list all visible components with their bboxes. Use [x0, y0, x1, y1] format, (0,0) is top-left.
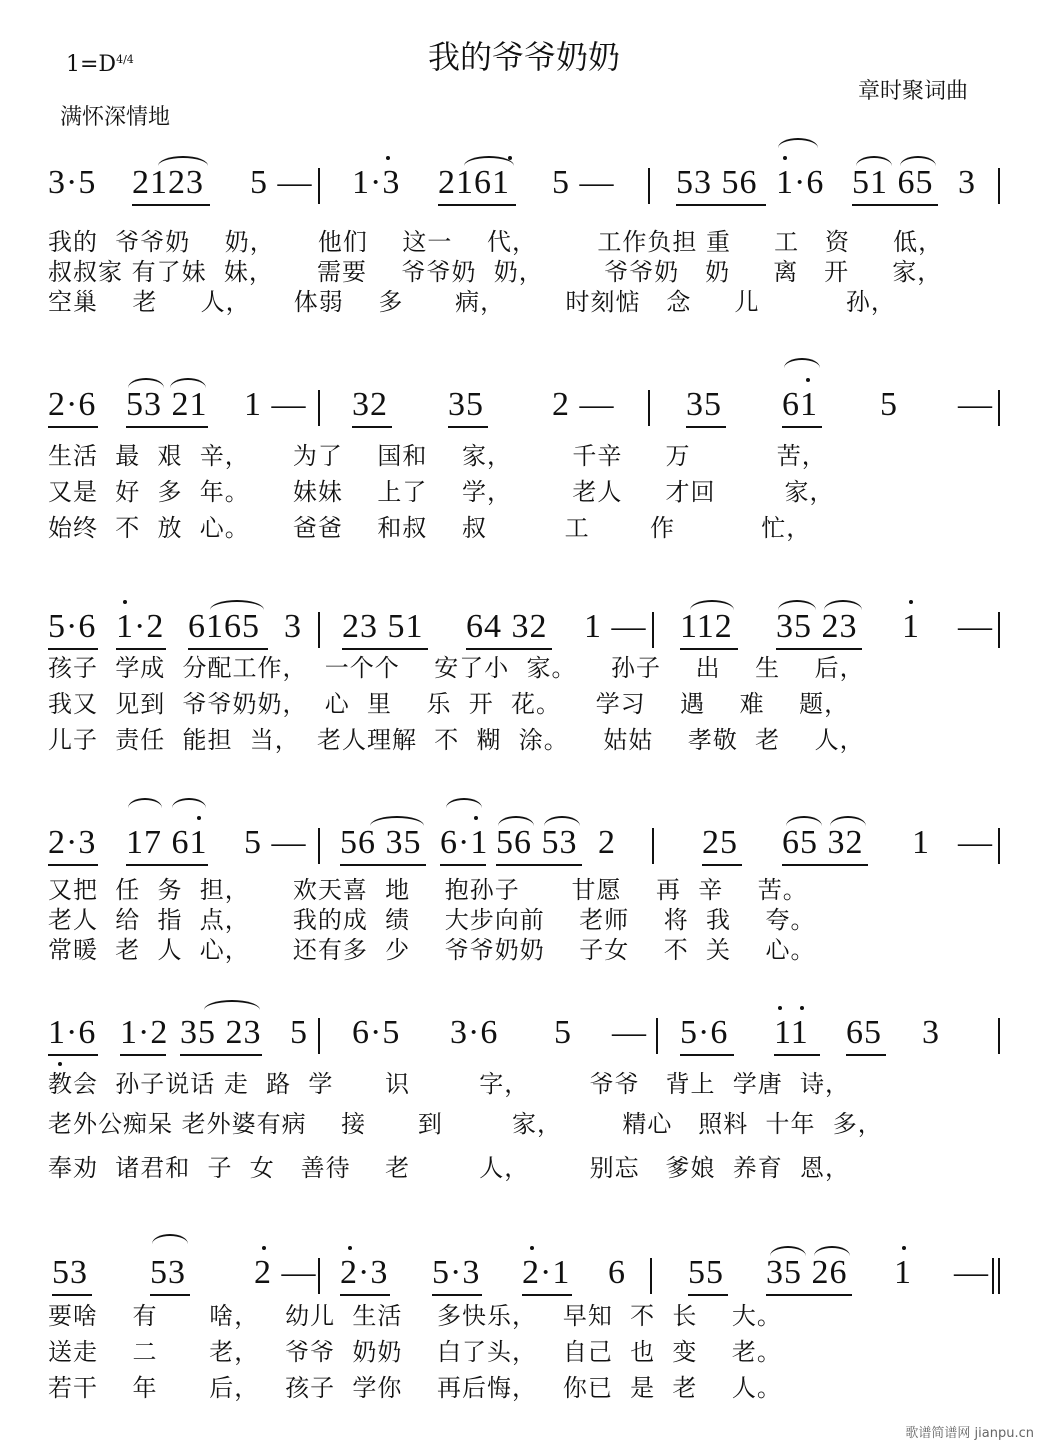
- note-group: 51 65: [852, 164, 934, 201]
- octave-dot: [348, 1246, 352, 1250]
- underline-beam: [676, 204, 766, 206]
- slur: [778, 600, 816, 610]
- note-group: 1: [912, 824, 930, 861]
- slur: [204, 1000, 260, 1010]
- note-group: —: [612, 1014, 647, 1051]
- note-group: 53 21: [126, 386, 208, 423]
- note-group: 32: [352, 386, 388, 423]
- lyric-line: 又把 任 务 担， 欢天喜 地 抱孙子 甘愿 再 辛 苦。: [48, 876, 808, 904]
- underline-beam: [126, 426, 208, 428]
- note-group: 3: [284, 608, 302, 645]
- note-group: 53 56: [676, 164, 758, 201]
- note-group: 65: [846, 1014, 882, 1051]
- slur: [770, 1246, 806, 1256]
- note-group: 1: [894, 1254, 912, 1291]
- barline: [318, 1018, 320, 1054]
- lyric-line: 教会 孙子说话 走 路 学 识 字， 爷爷 背上 学唐 诗，: [48, 1070, 851, 1098]
- time-signature: 4/4: [116, 53, 134, 66]
- barline: [650, 1258, 652, 1294]
- slur: [830, 816, 866, 826]
- lyric-line: 要啥 有 啥， 幼儿 生活 多快乐， 早知 不 长 大。: [48, 1302, 782, 1330]
- note-group: 2123: [132, 164, 204, 201]
- lyric-line: 送走 二 老， 爷爷 奶奶 白了头， 自己 也 变 老。: [48, 1338, 782, 1366]
- underline-beam: [686, 426, 726, 428]
- lyric-line: 老外公痴呆 老外婆有病 接 到 家， 精心 照料 十年 多，: [48, 1110, 883, 1138]
- lyric-line: 常暖 老 人 心， 还有多 少 爷爷奶奶 子女 不 关 心。: [48, 936, 816, 964]
- underline-beam: [438, 204, 516, 206]
- note-group: 1 —: [244, 386, 307, 423]
- barline: [318, 828, 320, 864]
- underline-beam: [702, 864, 742, 866]
- octave-dot: [783, 156, 787, 160]
- underline-beam: [120, 1054, 166, 1056]
- note-group: 56 35: [340, 824, 422, 861]
- tempo-marking: 满怀深情地: [60, 105, 171, 130]
- lyric-line: 始终 不 放 心。 爸爸 和叔 叔 工 作 忙，: [48, 514, 812, 542]
- slur: [170, 378, 206, 388]
- note-group: 5: [290, 1014, 308, 1051]
- slur: [814, 1246, 850, 1256]
- note-group: 5·6: [680, 1014, 729, 1051]
- underline-beam: [48, 426, 98, 428]
- slur: [690, 600, 734, 610]
- notation-row: [0, 1240, 1048, 1300]
- note-group: 56 53: [496, 824, 578, 861]
- key-signature: [66, 52, 134, 77]
- note-group: 35 23: [180, 1014, 262, 1051]
- note-group: 2 —: [552, 386, 615, 423]
- octave-dot: [262, 1246, 266, 1250]
- slur: [786, 816, 822, 826]
- slur: [498, 816, 534, 826]
- barline: [648, 390, 650, 426]
- note-group: 1·6: [776, 164, 825, 201]
- note-group: 35: [448, 386, 484, 423]
- note-group: 35 23: [776, 608, 858, 645]
- underline-beam: [846, 1054, 886, 1056]
- note-group: 2·1: [522, 1254, 571, 1291]
- note-group: 61: [782, 386, 818, 423]
- barline: [998, 168, 1000, 204]
- note-group: 3·6: [450, 1014, 499, 1051]
- slur: [824, 600, 862, 610]
- barline: [318, 168, 320, 204]
- final-barline: [992, 1258, 994, 1294]
- lyric-line: 老人 给 指 点， 我的成 绩 大步向前 老师 将 我 夸。: [48, 906, 816, 934]
- note-group: 11: [774, 1014, 809, 1051]
- note-group: 1 —: [584, 608, 647, 645]
- slur: [778, 138, 818, 148]
- barline: [648, 168, 650, 204]
- underline-beam: [340, 864, 426, 866]
- slur: [784, 358, 820, 368]
- site-watermark: 歌谱简谱网 jianpu.cn: [905, 1426, 1034, 1441]
- underline-beam: [774, 1054, 820, 1056]
- underline-beam: [126, 864, 208, 866]
- note-group: 1·2: [120, 1014, 169, 1051]
- lyric-line: 生活 最 艰 辛， 为了 国和 家， 千辛 万 苦，: [48, 442, 827, 470]
- barline: [318, 612, 320, 648]
- note-group: 112: [680, 608, 733, 645]
- note-group: 55: [688, 1254, 724, 1291]
- note-group: 1: [902, 608, 920, 645]
- note-group: 17 61: [126, 824, 208, 861]
- underline-beam: [852, 204, 938, 206]
- octave-dot: [508, 156, 512, 160]
- octave-dot: [123, 600, 127, 604]
- slur: [446, 798, 482, 808]
- note-group: 2 —: [254, 1254, 317, 1291]
- barline: [656, 1018, 658, 1054]
- note-group: 6·1: [440, 824, 489, 861]
- underline-beam: [782, 426, 822, 428]
- note-group: —: [958, 608, 993, 645]
- song-title: 我的爷爷奶奶: [427, 38, 620, 76]
- barline: [998, 828, 1000, 864]
- underline-beam: [448, 426, 488, 428]
- note-group: 3·5: [48, 164, 97, 201]
- note-group: 53: [52, 1254, 88, 1291]
- note-group: 6165: [188, 608, 260, 645]
- octave-dot: [800, 1006, 804, 1010]
- key-label: 1=D: [66, 52, 117, 77]
- octave-dot: [806, 378, 810, 382]
- slur: [370, 816, 424, 826]
- slur: [128, 378, 164, 388]
- underline-beam: [132, 204, 210, 206]
- underline-beam: [680, 1054, 734, 1056]
- note-group: 2: [598, 824, 616, 861]
- notation-row: [0, 594, 1048, 654]
- lyric-line: 空巢 老 人， 体弱 多 病， 时刻惦 念 儿 孙，: [48, 288, 896, 316]
- slur: [210, 600, 264, 610]
- underline-beam: [440, 864, 486, 866]
- barline: [998, 390, 1000, 426]
- notation-row: [0, 1000, 1048, 1060]
- slur: [172, 798, 206, 808]
- underline-beam: [782, 864, 868, 866]
- barline: [652, 612, 654, 648]
- note-group: 5·3: [432, 1254, 481, 1291]
- octave-dot: [197, 816, 201, 820]
- lyric-line: 叔叔家 有了妹 妹， 需要 爷爷奶 奶， 爷爷奶 奶 离 开 家，: [48, 258, 943, 286]
- underline-beam: [180, 1054, 262, 1056]
- lyric-line: 孩子 学成 分配工作， 一个个 安了小 家。 孙子 出 生 后，: [48, 654, 865, 682]
- octave-dot: [386, 156, 390, 160]
- note-group: —: [958, 386, 993, 423]
- barline: [652, 828, 654, 864]
- octave-dot: [778, 1006, 782, 1010]
- note-group: 1·6: [48, 1014, 97, 1051]
- octave-dot: [530, 1246, 534, 1250]
- lyric-line: 我又 见到 爷爷奶奶， 心 里 乐 开 花。 学习 遇 难 题，: [48, 690, 850, 718]
- note-group: 2·3: [340, 1254, 389, 1291]
- notation-row: [0, 150, 1048, 210]
- author-credit: 章时聚词曲: [858, 79, 969, 104]
- notation-row: [0, 372, 1048, 432]
- note-group: 64 32: [466, 608, 548, 645]
- octave-dot: [909, 600, 913, 604]
- note-group: 65 32: [782, 824, 864, 861]
- note-group: 5·6: [48, 608, 97, 645]
- lyric-line: 又是 好 多 年。 妹妹 上了 学， 老人 才回 家，: [48, 478, 835, 506]
- barline: [318, 390, 320, 426]
- note-group: 5: [880, 386, 898, 423]
- octave-dot: [474, 816, 478, 820]
- barline: [998, 612, 1000, 648]
- note-group: 25: [702, 824, 738, 861]
- note-group: 5: [554, 1014, 572, 1051]
- note-group: 35: [686, 386, 722, 423]
- lyric-line: 若干 年 后， 孩子 学你 再后悔， 你已 是 老 人。: [48, 1374, 782, 1402]
- note-group: 35 26: [766, 1254, 848, 1291]
- underline-beam: [48, 864, 98, 866]
- notation-row: [0, 810, 1048, 870]
- note-group: —: [954, 1254, 989, 1291]
- underline-beam: [496, 864, 582, 866]
- note-group: 2161: [438, 164, 510, 201]
- slur: [856, 156, 892, 166]
- octave-dot: [902, 1246, 906, 1250]
- note-group: 2·6: [48, 386, 97, 423]
- note-group: 3: [958, 164, 976, 201]
- note-group: 2·3: [48, 824, 97, 861]
- note-group: 1·2: [116, 608, 165, 645]
- note-group: 5 —: [250, 164, 313, 201]
- slur: [900, 156, 936, 166]
- underline-beam: [48, 1054, 98, 1056]
- note-group: 3: [922, 1014, 940, 1051]
- slur: [158, 156, 208, 166]
- note-group: 5 —: [244, 824, 307, 861]
- slur: [464, 156, 514, 166]
- underline-beam: [352, 426, 392, 428]
- lyric-line: 儿子 责任 能担 当， 老人理解 不 糊 涂。 姑姑 孝敬 老 人，: [48, 726, 865, 754]
- barline: [318, 1258, 320, 1294]
- note-group: 6: [608, 1254, 626, 1291]
- note-group: 53: [150, 1254, 186, 1291]
- lyric-line: 奉劝 诸君和 子 女 善待 老 人， 别忘 爹娘 养育 恩，: [48, 1154, 851, 1182]
- note-group: 1·3: [352, 164, 401, 201]
- lyric-line: 我的 爷爷奶 奶， 他们 这一 代， 工作负担 重 工 资 低，: [48, 228, 944, 256]
- note-group: 5 —: [552, 164, 615, 201]
- note-group: 6·5: [352, 1014, 401, 1051]
- note-group: —: [958, 824, 993, 861]
- slur: [128, 798, 162, 808]
- note-group: 23 51: [342, 608, 424, 645]
- barline: [998, 1018, 1000, 1054]
- slur: [152, 1234, 188, 1244]
- slur: [544, 816, 580, 826]
